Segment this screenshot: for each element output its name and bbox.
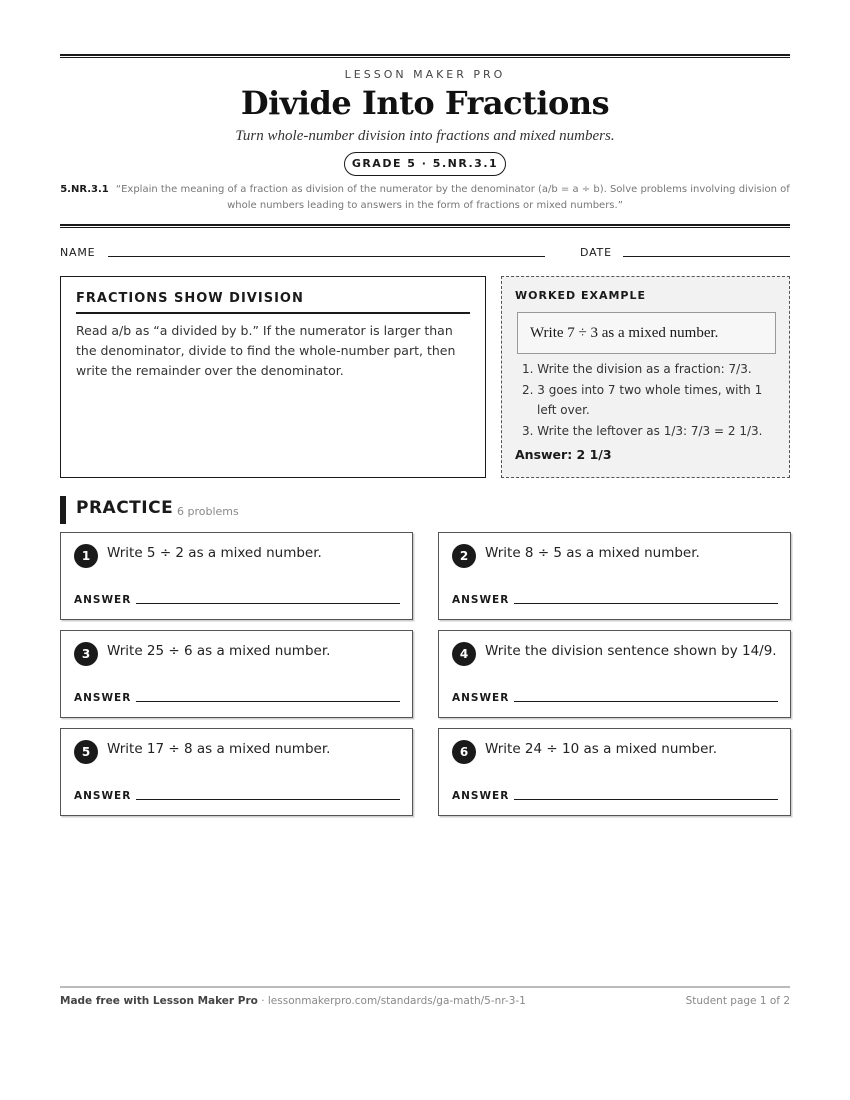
header-bottom-rule [60, 224, 790, 228]
worked-example-step: 1. Write the division as a fraction: 7/3. [522, 362, 752, 376]
problem-card-3 [60, 630, 413, 718]
concept-heading: FRACTIONS SHOW DIVISION [76, 291, 470, 314]
answer-field[interactable] [514, 603, 778, 604]
standard-text: “Explain the meaning of a fraction as division of the numerator by the denominator (a/b = a ÷ b). Solve problems involving division of whole numbers leading to answers in the form of fractions or mixed numbers.” [115, 184, 790, 211]
footer-made-with: Made free with Lesson Maker Pro [60, 995, 258, 1007]
worksheet-page [60, 0, 790, 1100]
date-field[interactable] [623, 256, 790, 257]
answer-field[interactable] [514, 799, 778, 800]
worked-example-answer: Answer: 2 1/3 [515, 447, 612, 462]
problem-text: Write 5 ÷ 2 as a mixed number. [107, 545, 322, 561]
practice-heading: PRACTICE [76, 498, 174, 518]
problem-card-1 [60, 532, 413, 620]
answer-label: ANSWER [74, 790, 132, 802]
header-top-rule [60, 54, 790, 58]
concept-body: Read a/b as “a divided by b.” If the numerator is larger than the denominator, divide to find the whole-number part, then write the remainder over the denominator. [76, 323, 456, 378]
standard-description [60, 182, 790, 214]
problem-number: 2 [452, 544, 476, 568]
problem-card-4 [438, 630, 791, 718]
worked-example-step: 2. 3 goes into 7 two whole times, with 1 left over. [522, 383, 763, 417]
answer-label: ANSWER [452, 692, 510, 704]
problem-card-5 [60, 728, 413, 816]
footer-url[interactable]: · lessonmakerpro.com/standards/ga-math/5-nr-3-1 [257, 995, 526, 1007]
problem-card-2 [438, 532, 791, 620]
answer-field[interactable] [514, 701, 778, 702]
problem-card-6 [438, 728, 791, 816]
problem-number: 5 [74, 740, 98, 764]
brand-name: LESSON MAKER PRO [344, 68, 506, 81]
problem-text: Write the division sentence shown by 14/9. [485, 643, 777, 659]
footer-page-number: Student page 1 of 2 [685, 995, 790, 1007]
worked-example-steps [522, 359, 772, 442]
worked-example-heading: WORKED EXAMPLE [515, 289, 646, 302]
answer-label: ANSWER [74, 594, 132, 606]
date-label: DATE [580, 246, 612, 259]
grade-badge: GRADE 5 · 5.NR.3.1 [344, 152, 506, 176]
problem-number: 1 [74, 544, 98, 568]
concept-box [60, 276, 486, 478]
answer-field[interactable] [136, 701, 400, 702]
problem-number: 3 [74, 642, 98, 666]
answer-label: ANSWER [452, 790, 510, 802]
answer-label: ANSWER [452, 594, 510, 606]
answer-label: ANSWER [74, 692, 132, 704]
practice-accent-bar [60, 496, 66, 524]
page-subtitle: Turn whole-number division into fractions and mixed numbers. [235, 128, 615, 144]
practice-count: 6 problems [177, 505, 239, 518]
problem-number: 6 [452, 740, 476, 764]
problem-text: Write 24 ÷ 10 as a mixed number. [485, 741, 718, 757]
standard-code: 5.NR.3.1 [60, 184, 109, 195]
answer-field[interactable] [136, 603, 400, 604]
name-label: NAME [60, 246, 96, 259]
problem-text: Write 8 ÷ 5 as a mixed number. [485, 545, 700, 561]
name-field[interactable] [108, 256, 545, 257]
footer-credit [60, 995, 526, 1007]
worked-example-step: 3. Write the leftover as 1/3: 7/3 = 2 1/3. [522, 424, 763, 438]
answer-field[interactable] [136, 799, 400, 800]
problem-number: 4 [452, 642, 476, 666]
problem-text: Write 25 ÷ 6 as a mixed number. [107, 643, 331, 659]
worked-example-box [501, 276, 790, 478]
page-title: Divide Into Fractions [240, 84, 610, 122]
worked-example-prompt: Write 7 ÷ 3 as a mixed number. [517, 312, 776, 354]
problem-text: Write 17 ÷ 8 as a mixed number. [107, 741, 331, 757]
footer-rule [60, 986, 790, 988]
